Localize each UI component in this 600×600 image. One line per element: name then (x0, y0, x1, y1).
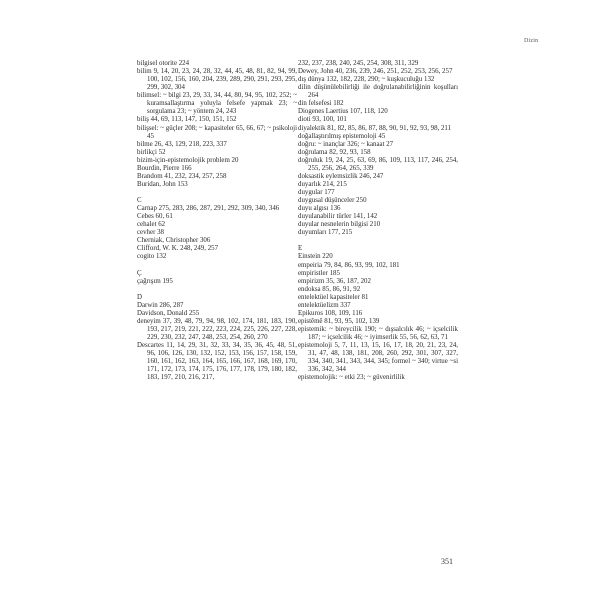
index-entry: epistemoloji 5, 7, 11, 13, 15, 16, 17, 18, 20, 21, 23, 24, 31, 47, 48, 138, 181, 208, 260, 292, 301, 307, 327, 334, 340, 341, 343, 344, 345; formel ~ 340; virtue ~si 336, 342, 344 (298, 342, 458, 374)
running-head: Dizin (524, 38, 539, 44)
index-entry: empirizm 35, 36, 187, 202 (298, 277, 371, 285)
index-entry: Dewey, John 40, 236, 239, 246, 251, 252, 253, 256, 257 (298, 68, 453, 76)
index-entry: biliş 44, 69, 113, 147, 150, 151, 152 (137, 116, 237, 124)
index-entry: Buridan, John 153 (137, 180, 188, 188)
index-entry: bilme 26, 43, 129, 218, 223, 337 (137, 140, 227, 148)
index-entry: bilişsel: ~ güçler 208; ~ kapasiteler 65, 66, 67; ~ psikoloji 45 (137, 124, 297, 140)
index-entry: epistêmê 81, 93, 95, 102, 139 (298, 317, 380, 325)
index-entry: epistemolojik: ~ etki 23; ~ güvenirlilik (298, 374, 405, 382)
index-entry: bilgisel otorite 224 (137, 60, 190, 67)
index-entry: empeiria 79, 84, 86, 93, 99, 102, 181 (298, 261, 400, 269)
index-entry: epistemik: ~ bireycilik 190; ~ dışsalcılık 46; ~ içselcilik 187; ~ içselcilik 46; ~ iyimserlik 55, 56, 62, 63, 71 (298, 326, 458, 342)
index-entry: duyumları 177, 215 (298, 229, 353, 237)
index-entry: birlikçi 52 (137, 148, 166, 156)
index-entry: dış dünya 132, 182, 228, 290; ~ kuşkuculuğu 132 (298, 76, 435, 84)
index-entry: doksastik eylemsizlik 246, 247 (298, 172, 384, 180)
index-entry: duygusal düşünceler 250 (298, 197, 367, 205)
index-entry: cehalet 62 (137, 221, 166, 229)
index-entry: Cherniak, Christopher 306 (137, 237, 211, 245)
index-entry: Clifford, W. K. 248, 249, 257 (137, 245, 219, 253)
index-entry: Descartes 11, 14, 29, 31, 32, 33, 34, 35, 36, 45, 48, 51, 96, 106, 126, 130, 132, 152, 153, 156, 157, 158, 159, 160, 161, 162, 163, 164, 165, 166, 167, 168, 169, 170, 171, 172, 173, 174, 175, 176, 177, 178, 179, 180, 182, 183, 197, 210, 216, 217, (137, 342, 297, 382)
index-entry: Carnap 275, 283, 286, 287, 291, 292, 309, 340, 346 (137, 205, 280, 213)
index-entry: dilin düşünülebilirliği ile doğrulanabilirliğinin koşulları 264 (298, 84, 458, 100)
index-entry: cogito 132 (137, 253, 167, 261)
index-entry: duyular nesnelerin bilgisi 210 (298, 221, 381, 229)
index-entry: cevher 38 (137, 229, 164, 237)
index-entry: diyalektik 81, 82, 85, 86, 87, 88, 90, 91, 92, 93, 98, 211 (298, 124, 452, 132)
index-entry: bilimsel: ~ bilgi 23, 29, 33, 34, 44, 80, 94, 95, 102, 252; ~ kuramsallaştırma yoluyla felsefe yapmak 23; ~ sorgulama 23; ~ yöntem 24, 243 (137, 92, 297, 116)
index-entry: Darwin 286, 287 (137, 301, 184, 309)
index-entry: bilim 9, 14, 20, 23, 24, 28, 32, 44, 45, 48, 81, 82, 94, 99, 100, 102, 156, 160, 204, 239, 289, 290, 291, 293, 295, 299, 302, 304 (137, 68, 297, 92)
index-entry: duyarlık 214, 215 (298, 180, 347, 188)
index-entry: doğrulama 82, 92, 93, 158 (298, 148, 371, 156)
index-entry: doğruluk 19, 24, 25, 63, 69, 86, 109, 113, 117, 246, 254, 255, 256, 264, 265, 339 (298, 156, 458, 172)
index-entry: bizim-için-epistemolojik problem 20 (137, 156, 239, 164)
index-entry: Brandom 41, 232, 234, 257, 258 (137, 172, 227, 180)
page-number: 351 (441, 557, 453, 566)
index-entry: deneyim 37, 39, 48, 79, 94, 98, 102, 174, 181, 183, 190, 193, 217, 219, 221, 222, 223, 224, 225, 226, 227, 228, 229, 230, 232, 247, 248, 253, 254, 260, 270 (137, 317, 297, 342)
index-entry: Bourdin, Pierre 166 (137, 164, 192, 172)
index-entry: din felsefesi 182 (298, 100, 344, 108)
section-letter: E (298, 245, 303, 253)
index-entry: 232, 237, 238, 240, 245, 254, 308, 311, 329 (298, 60, 419, 67)
section-letter: C (137, 197, 142, 205)
index-entry: Epikuros 108, 109, 116 (298, 309, 363, 317)
index-entry: endoksa 85, 86, 91, 92 (298, 285, 361, 293)
index-entry: entelektüelizm 337 (298, 301, 351, 309)
index-column-right (298, 60, 458, 382)
index-entry: Cebes 60, 61 (137, 213, 173, 221)
index-entry: duygular 177 (298, 189, 335, 196)
index-entry: duyu algısı 136 (298, 205, 341, 213)
index-entry: entelektüel kapasiteler 81 (298, 293, 369, 301)
index-entry: doğallaştırılmış epistemoloji 45 (298, 132, 386, 140)
index-entry: doğru: ~ inançlar 326; ~ kanaat 27 (298, 140, 394, 148)
index-entry: empiristler 185 (298, 269, 340, 277)
index-column-left (137, 60, 297, 382)
section-letter: Ç (137, 269, 142, 277)
index-entry: Diogenes Laertius 107, 118, 120 (298, 108, 388, 116)
index-entry: dioti 93, 100, 101 (298, 116, 347, 124)
index-entry: çağrışım 195 (137, 277, 173, 285)
index-entry: Davidson, Donald 255 (137, 309, 200, 317)
index-entry: Einstein 220 (298, 253, 333, 261)
index-entry: duyulanabilir türler 141, 142 (298, 213, 378, 221)
section-letter: D (137, 293, 142, 301)
